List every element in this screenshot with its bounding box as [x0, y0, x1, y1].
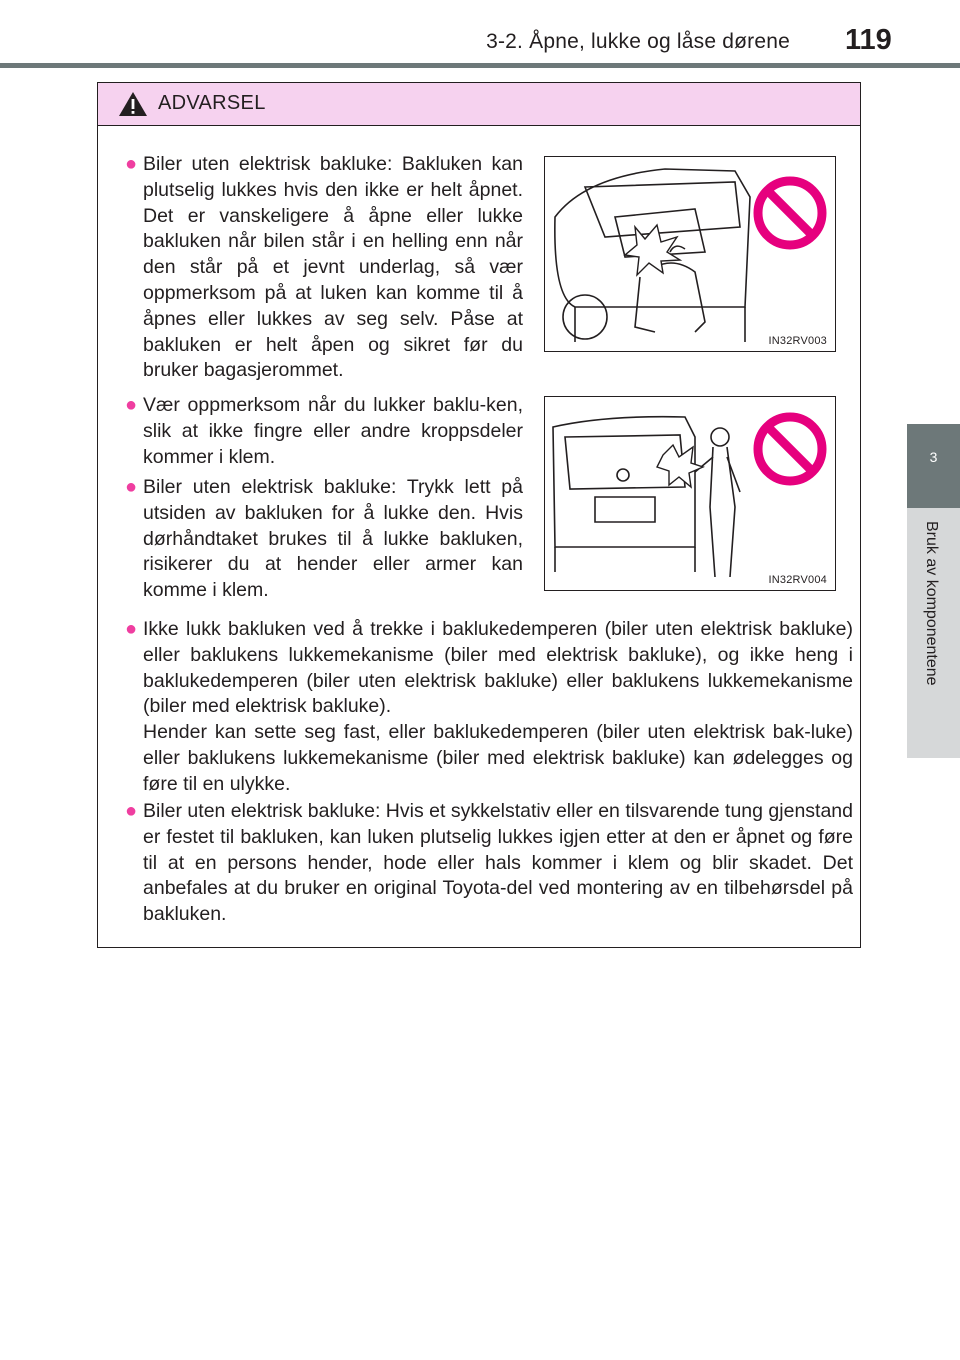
bullet-icon: ●: [125, 153, 138, 175]
bullet-icon: ●: [125, 800, 138, 822]
warning-item-text: Biler uten elektrisk bakluke: Trykk lett på utsiden av bakluken for å lukke den. Hvis dørhåndtaket brukes til å lukke bakluken, risikerer du at hender eller armer kan komme i klem.: [143, 476, 523, 602]
warning-item-text: Biler uten elektrisk bakluke: Bakluken kan plutselig lukkes hvis den ikke er helt åpnet. Det er vanskeligere å åpne eller lukke bakluken når bilen står i en helling enn når den står på et jevnt underlag, så vær oppmerksom på at luken kan komme til å åpnes eller lukkes av seg selv. Påse at bakluken er helt åpen og sikret før du bruker bagasjerommet.: [143, 153, 523, 382]
chapter-tab: [907, 424, 960, 508]
warning-item-text: Ikke lukk bakluken ved å trekke i baklukedemperen (biler uten elektrisk bakluke) eller baklukens lukkemekanisme (biler med elektrisk bakluke), og ikke heng i baklukedemperen (biler uten elektrisk bakluke) eller baklukens lukkemekanisme (biler med elektrisk bakluke).: [143, 618, 853, 718]
prohibition-icon: [758, 417, 822, 481]
warning-item: [125, 152, 523, 384]
figure-code: IN32RV003: [768, 335, 827, 347]
warning-item-text: Biler uten elektrisk bakluke: Hvis et sykkelstativ eller en tilsvarende tung gjenstand er festet til bakluken, kan luken plutselig lukkes igjen etter at den er åpnet og føre til at en persons hender, hode eller hals kommer i klem og blir skadet. Det anbefales at du bruker en original Toyota-del ved montering av en tilbehørsdel på bakluken.: [143, 800, 853, 926]
chapter-label: [907, 508, 960, 758]
warning-item: [125, 799, 853, 928]
header-rule: [0, 63, 960, 68]
bullet-icon: ●: [125, 394, 138, 416]
warning-item: [125, 393, 523, 470]
figure-tailgate-closing-on-person: [544, 156, 836, 352]
bullet-icon: ●: [125, 618, 138, 640]
car-rear-illustration: [545, 157, 835, 351]
section-title: 3-2. Åpne, lukke og låse dørene: [486, 30, 790, 53]
warning-box: [97, 82, 861, 948]
warning-header: [98, 83, 860, 126]
warning-triangle-icon: [118, 91, 148, 117]
figure-code: IN32RV004: [768, 574, 827, 586]
warning-label: ADVARSEL: [158, 92, 266, 114]
warning-item-continuation: [143, 720, 853, 797]
figure-hand-caught-in-tailgate: [544, 396, 836, 591]
warning-item-text: Vær oppmerksom når du lukker baklu-ken, slik at ikke fingre eller andre kroppsdeler kommer i klem.: [143, 394, 523, 468]
page-number: 119: [845, 24, 892, 56]
prohibition-icon: [758, 181, 822, 245]
tailgate-closing-illustration: [545, 397, 835, 590]
warning-item: [125, 617, 853, 720]
chapter-number: 3: [929, 449, 938, 465]
bullet-icon: ●: [125, 476, 138, 498]
warning-item: [125, 475, 523, 604]
chapter-title: Bruk av komponentene: [923, 521, 940, 686]
warning-item-text: Hender kan sette seg fast, eller baklukedemperen (biler uten elektrisk bak-luke) eller baklukens lukkemekanisme (biler med elektrisk bakluke) kan ødelegges og føre til en ulykke.: [143, 721, 853, 795]
